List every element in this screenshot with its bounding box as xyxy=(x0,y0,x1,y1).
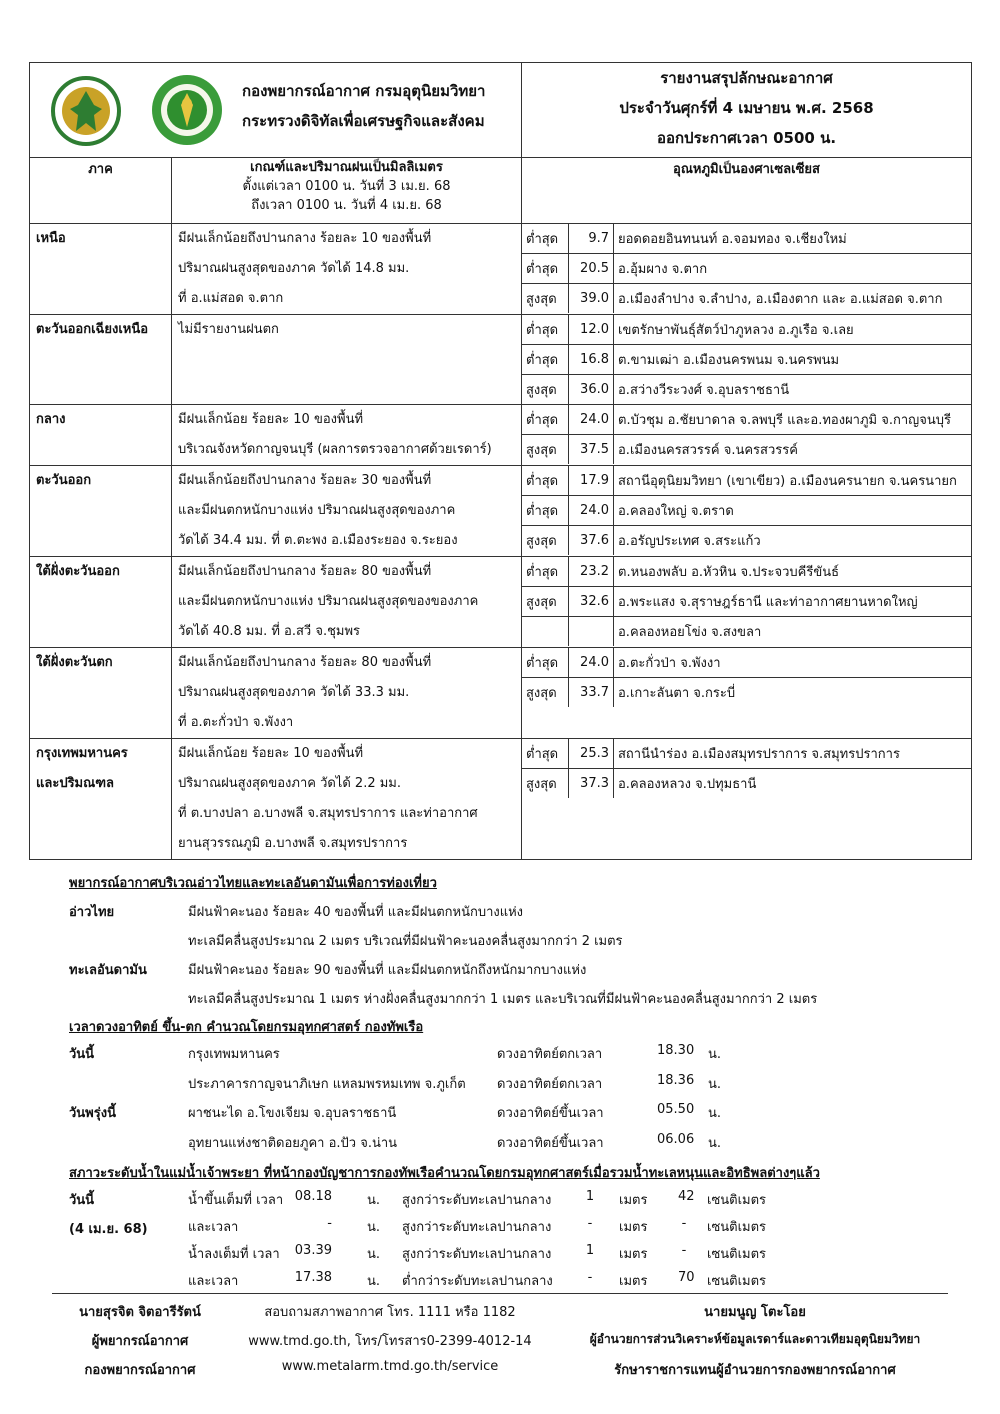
rain-line: ไม่มีรายงานฝนตก xyxy=(178,322,279,337)
rain-line: มีฝนเล็กน้อย ร้อยละ 10 ของพื้นที่ xyxy=(178,746,364,761)
rain-line: และมีฝนตกหนักบางแห่ง ปริมาณฝนสูงสุดของของภาค xyxy=(178,594,479,609)
temp-value: 37.6 xyxy=(569,526,614,556)
temperature-row xyxy=(522,405,971,435)
gulf-forecast-2: ทะเลมีคลื่นสูงประมาณ 2 เมตร บริเวณที่มีฝนฟ้าคะนองคลื่นสูงมากกว่า 2 เมตร xyxy=(188,934,623,949)
temp-value xyxy=(569,617,614,647)
temp-location: อ.คลองใหญ่ จ.ตราด xyxy=(614,496,972,526)
tide-centimeters: - xyxy=(681,1243,687,1258)
temp-location: เขตรักษาพันธุ์สัตว์ป่าภูหลวง อ.ภูเรือ จ.เลย xyxy=(614,315,972,345)
temp-type: ต่ำสุด xyxy=(522,739,569,769)
hotline-text: สอบถามสภาพอากาศ โทร. 1111 หรือ 1182 xyxy=(264,1305,516,1320)
rain-description xyxy=(172,739,522,860)
temp-location: อ.สว่างวีระวงศ์ จ.อุบลราชธานี xyxy=(618,383,790,398)
tide-reference: สูงกว่าระดับทะเลปานกลาง xyxy=(402,1193,552,1208)
tide-unit: น. xyxy=(367,1220,381,1235)
rain-description xyxy=(172,405,522,466)
rain-column-header xyxy=(172,158,522,224)
temp-type: ต่ำสุด xyxy=(522,466,569,496)
weather-summary-table xyxy=(29,62,972,860)
tide-centimeters: - xyxy=(681,1216,687,1231)
column-header-row xyxy=(30,158,972,224)
sun-unit: น. xyxy=(708,1077,722,1092)
rain-line: วัดได้ 40.8 มม. ที่ อ.สวี จ.ชุมพร xyxy=(178,624,361,639)
temp-type: สูงสุด xyxy=(522,769,569,799)
tide-meter-unit: เมตร xyxy=(619,1247,648,1262)
region-column-header: ภาค xyxy=(30,158,172,224)
tmd-logo xyxy=(150,73,224,147)
temperature-row xyxy=(522,435,971,465)
temp-value: 32.6 xyxy=(569,587,614,617)
rain-line: ที่ อ.แม่สอด จ.ตาก xyxy=(178,291,284,306)
tide-cm-unit: เซนติเมตร xyxy=(707,1193,767,1208)
temp-value: 16.8 xyxy=(569,345,614,375)
sun-event: ดวงอาทิตย์ขึ้นเวลา xyxy=(497,1106,604,1121)
rain-line: บริเวณจังหวัดกาญจนบุรี (ผลการตรวจอากาศด้วยเรดาร์) xyxy=(178,442,492,457)
temp-type: สูงสุด xyxy=(522,435,569,465)
sun-unit: น. xyxy=(708,1047,722,1062)
temp-value: 36.0 xyxy=(569,375,614,405)
temp-value: 20.5 xyxy=(569,254,614,284)
rain-line: ที่ ต.บางปลา อ.บางพลี จ.สมุทรปราการ และท่าอากาศ xyxy=(178,806,478,821)
temperature-cell xyxy=(522,739,972,860)
tide-reference: สูงกว่าระดับทะเลปานกลาง xyxy=(402,1220,552,1235)
region-name-line: ตะวันออก xyxy=(36,473,92,488)
tide-unit: น. xyxy=(367,1247,381,1262)
rain-header-from: ตั้งแต่เวลา 0100 น. วันที่ 3 เม.ย. 68 xyxy=(242,179,451,194)
temp-value: 9.7 xyxy=(569,224,614,254)
temp-type: สูงสุด xyxy=(522,587,569,617)
sun-unit: น. xyxy=(708,1106,722,1121)
org-name-line2: กระทรวงดิจิทัลเพื่อเศรษฐกิจและสังคม xyxy=(242,112,485,130)
tide-time: 17.38 xyxy=(294,1270,332,1285)
temp-value: 37.3 xyxy=(569,769,614,799)
region-name-line: ใต้ฝั่งตะวันออก xyxy=(36,564,120,579)
region-name-line: ตะวันออกเฉียงเหนือ xyxy=(36,322,149,337)
rain-description xyxy=(172,224,522,315)
region-row xyxy=(30,405,972,466)
temp-location: อ.คลองหอยโข่ง จ.สงขลา xyxy=(618,625,762,640)
temperature-cell xyxy=(522,405,972,466)
temperature-list xyxy=(522,466,971,555)
temp-type: ต่ำสุด xyxy=(522,224,569,254)
tide-unit: น. xyxy=(367,1274,381,1289)
temp-location: ต.ขามเฒ่า อ.เมืองนครพนม จ.นครพนม xyxy=(614,345,972,375)
website-contact-link[interactable]: www.tmd.go.th, โทร/โทรสาร0-2399-4012-14 xyxy=(248,1334,532,1349)
temperature-row xyxy=(522,224,971,254)
temp-type: สูงสุด xyxy=(522,375,569,405)
tide-meter-unit: เมตร xyxy=(619,1220,648,1235)
temp-type: ต่ำสุด xyxy=(522,405,569,435)
region-name xyxy=(30,315,172,405)
rain-line: วัดได้ 34.4 มม. ที่ ต.ตะพง อ.เมืองระยอง จ.ระยอง xyxy=(178,533,458,548)
temperature-row xyxy=(522,466,971,496)
forecaster-name: นายสุรจิต จิตอารีรัตน์ xyxy=(79,1305,201,1320)
sun-event: ดวงอาทิตย์ตกเวลา xyxy=(497,1077,603,1092)
temp-location: สถานีอุตุนิยมวิทยา (เขาเขียว) อ.เมืองนครนายก จ.นครนายก xyxy=(614,466,972,496)
rain-line: มีฝนเล็กน้อยถึงปานกลาง ร้อยละ 80 ของพื้นที่ xyxy=(178,655,432,670)
rain-line: ปริมาณฝนสูงสุดของภาค วัดได้ 33.3 มม. xyxy=(178,685,410,700)
tide-event: น้ำขึ้นเต็มที่ เวลา xyxy=(188,1193,284,1208)
temp-location: อ.อุ้มผาง จ.ตาก xyxy=(614,254,972,284)
temperature-cell xyxy=(522,557,972,648)
temperature-list xyxy=(522,405,971,464)
tide-section-title: สภาวะระดับน้ำในแม่น้ำเจ้าพระยา ที่หน้ากองบัญชาการกองทัพเรือคำนวณโดยกรมอุทกศาสตร์เมื่อรวมน้ำทะเลหนุนและอิทธิพลต่างๆแล้ว xyxy=(69,1166,820,1181)
sun-location: กรุงเทพมหานคร xyxy=(188,1047,280,1062)
tide-meters: 1 xyxy=(585,1243,595,1258)
rain-line: มีฝนเล็กน้อย ร้อยละ 10 ของพื้นที่ xyxy=(178,412,364,427)
tide-today-label: วันนี้ xyxy=(69,1193,95,1208)
tide-meter-unit: เมตร xyxy=(619,1193,648,1208)
temp-location: อ.ตะกั่วป่า จ.พังงา xyxy=(614,648,972,678)
temp-type: สูงสุด xyxy=(522,678,569,708)
region-name-line: เหนือ xyxy=(36,231,66,246)
temp-type: สูงสุด xyxy=(522,526,569,556)
region-row xyxy=(30,739,972,860)
temperature-row xyxy=(522,526,971,556)
director-title: ผู้อำนวยการส่วนวิเคราะห์ข้อมูลเรดาร์และดาวเทียมอุตุนิยมวิทยา xyxy=(589,1332,921,1346)
temp-value: 23.2 xyxy=(569,557,614,587)
sun-time: 18.30 xyxy=(657,1043,695,1058)
tide-time: 08.18 xyxy=(294,1189,332,1204)
rain-line: มีฝนเล็กน้อยถึงปานกลาง ร้อยละ 80 ของพื้นที่ xyxy=(178,564,432,579)
temp-column-header: อุณหภูมิเป็นองศาเซลเซียส xyxy=(522,158,972,224)
rain-description xyxy=(172,315,522,405)
tide-date-label: (4 เม.ย. 68) xyxy=(69,1222,148,1237)
tide-time: 03.39 xyxy=(294,1243,332,1258)
tide-reference: ต่ำกว่าระดับทะเลปานกลาง xyxy=(402,1274,553,1289)
tide-event: และเวลา xyxy=(188,1220,239,1235)
rain-header-to: ถึงเวลา 0100 น. วันที่ 4 เม.ย. 68 xyxy=(251,198,442,213)
rain-line: ที่ อ.ตะกั่วป่า จ.พังงา xyxy=(178,715,294,730)
tide-meter-unit: เมตร xyxy=(619,1274,648,1289)
temperature-row xyxy=(522,345,971,375)
region-row xyxy=(30,557,972,648)
rain-line: ปริมาณฝนสูงสุดของภาค วัดได้ 14.8 มม. xyxy=(178,261,410,276)
temperature-cell xyxy=(522,315,972,405)
region-rows xyxy=(30,224,972,860)
sun-event: ดวงอาทิตย์ตกเวลา xyxy=(497,1047,603,1062)
tide-centimeters: 42 xyxy=(678,1189,695,1204)
temp-type: ต่ำสุด xyxy=(522,648,569,678)
temp-location: อ.พระแสง จ.สุราษฎร์ธานี และท่าอากาศยานหาดใหญ่ xyxy=(614,587,972,617)
andaman-label: ทะเลอันดามัน xyxy=(69,963,147,978)
rain-line: และมีฝนตกหนักบางแห่ง ปริมาณฝนสูงสุดของภาค xyxy=(178,503,456,518)
temp-type: สูงสุด xyxy=(522,284,569,314)
temperature-row xyxy=(522,284,971,314)
temp-value: 24.0 xyxy=(569,496,614,526)
temp-location: สถานีนำร่อง อ.เมืองสมุทรปราการ จ.สมุทรปราการ xyxy=(614,739,972,769)
region-name xyxy=(30,466,172,557)
region-row xyxy=(30,466,972,557)
temperature-list xyxy=(522,648,971,707)
metalarm-link[interactable]: www.metalarm.tmd.go.th/service xyxy=(281,1359,499,1374)
temperature-row xyxy=(522,254,971,284)
region-name xyxy=(30,739,172,860)
rain-description xyxy=(172,557,522,648)
tide-meters: - xyxy=(587,1216,593,1231)
temperature-list xyxy=(522,557,971,646)
rain-line: ปริมาณฝนสูงสุดของภาค วัดได้ 2.2 มม. xyxy=(178,776,401,791)
tide-reference: สูงกว่าระดับทะเลปานกลาง xyxy=(402,1247,552,1262)
footer-divider xyxy=(52,1293,948,1294)
region-name xyxy=(30,405,172,466)
sun-unit: น. xyxy=(708,1136,722,1151)
andaman-forecast-1: มีฝนฟ้าคะนอง ร้อยละ 90 ของพื้นที่ และมีฝนตกหนักถึงหนักมากบางแห่ง xyxy=(188,963,587,978)
sun-location: ประภาคารกาญจนาภิเษก แหลมพรหมเทพ จ.ภูเก็ต xyxy=(188,1077,466,1092)
temperature-cell xyxy=(522,224,972,315)
temperature-cell xyxy=(522,648,972,739)
temp-location: อ.เกาะลันตา จ.กระบี่ xyxy=(618,686,736,701)
region-name-line: กลาง xyxy=(36,412,66,427)
sun-section-title: เวลาดวงอาทิตย์ ขึ้น-ตก คำนวณโดยกรมอุทกศาสตร์ กองทัพเรือ xyxy=(69,1020,424,1035)
header-row xyxy=(30,63,972,158)
rain-line: ยานสุวรรณภูมิ อ.บางพลี จ.สมุทรปราการ xyxy=(178,836,408,851)
report-title: รายงานสรุปลักษณะอากาศ xyxy=(660,69,833,87)
org-header-cell xyxy=(30,63,522,158)
temperature-list xyxy=(522,739,971,798)
sun-location: อุทยานแห่งชาติดอยภูคา อ.ปัว จ.น่าน xyxy=(188,1136,398,1151)
region-name-line: ใต้ฝั่งตะวันตก xyxy=(36,655,113,670)
region-row xyxy=(30,315,972,405)
temp-value: 24.0 xyxy=(569,405,614,435)
sun-time: 06.06 xyxy=(657,1132,695,1147)
sun-time: 18.36 xyxy=(657,1073,695,1088)
temp-location: ต.บัวชุม อ.ชัยบาดาล จ.ลพบุรี และอ.ทองผาภูมิ จ.กาญจนบุรี xyxy=(614,405,972,435)
temp-location: อ.อรัญประเทศ จ.สระแก้ว xyxy=(618,534,761,549)
ministry-logo xyxy=(50,75,122,147)
region-name xyxy=(30,224,172,315)
tourism-section-title: พยากรณ์อากาศบริเวณอ่าวไทยและทะเลอันดามันเพื่อการท่องเที่ยว xyxy=(69,876,437,891)
report-date: ประจำวันศุกร์ที่ 4 เมษายน พ.ศ. 2568 xyxy=(619,99,874,117)
tide-cm-unit: เซนติเมตร xyxy=(707,1220,767,1235)
director-acting: รักษาราชการแทนผู้อำนวยการกองพยากรณ์อากาศ xyxy=(614,1363,896,1378)
rain-line: มีฝนเล็กน้อยถึงปานกลาง ร้อยละ 30 ของพื้นที่ xyxy=(178,473,432,488)
temp-location: อ.คลองหลวง จ.ปทุมธานี xyxy=(618,777,757,792)
temp-value: 24.0 xyxy=(569,648,614,678)
temp-value: 12.0 xyxy=(569,315,614,345)
report-title-cell xyxy=(522,63,972,158)
sun-time: 05.50 xyxy=(657,1102,695,1117)
temp-type: ต่ำสุด xyxy=(522,557,569,587)
rain-line: มีฝนเล็กน้อยถึงปานกลาง ร้อยละ 10 ของพื้นที่ xyxy=(178,231,432,246)
temp-type: ต่ำสุด xyxy=(522,345,569,375)
forecaster-title: ผู้พยากรณ์อากาศ xyxy=(91,1334,189,1349)
temp-location: ยอดดอยอินทนนท์ อ.จอมทอง จ.เชียงใหม่ xyxy=(614,224,972,254)
andaman-forecast-2: ทะเลมีคลื่นสูงประมาณ 1 เมตร ห่างฝั่งคลื่นสูงมากกว่า 1 เมตร และบริเวณที่มีฝนฟ้าคะนองคลื่นสูงมากกว่า 2 เมตร xyxy=(188,992,818,1007)
tide-meters: - xyxy=(587,1270,593,1285)
temperature-row xyxy=(522,739,971,769)
tide-event: น้ำลงเต็มที่ เวลา xyxy=(188,1247,280,1262)
org-name-line1: กองพยากรณ์อากาศ กรมอุตุนิยมวิทยา xyxy=(242,82,486,100)
region-name xyxy=(30,557,172,648)
report-issue-time: ออกประกาศเวลา 0500 น. xyxy=(656,129,837,147)
tide-cm-unit: เซนติเมตร xyxy=(707,1274,767,1289)
sun-event: ดวงอาทิตย์ขึ้นเวลา xyxy=(497,1136,604,1151)
temperature-list xyxy=(522,224,971,313)
sun-tomorrow-label: วันพรุ่งนี้ xyxy=(69,1106,116,1121)
temperature-row xyxy=(522,315,971,345)
gulf-label: อ่าวไทย xyxy=(69,905,115,920)
temp-value: 25.3 xyxy=(569,739,614,769)
gulf-forecast-1: มีฝนฟ้าคะนอง ร้อยละ 40 ของพื้นที่ และมีฝนตกหนักบางแห่ง xyxy=(188,905,524,920)
tide-centimeters: 70 xyxy=(678,1270,695,1285)
temperature-row xyxy=(522,678,971,708)
tide-meters: 1 xyxy=(585,1189,595,1204)
temperature-row xyxy=(522,587,971,617)
temp-value: 37.5 xyxy=(569,435,614,465)
temp-value: 33.7 xyxy=(569,678,614,708)
temp-type: ต่ำสุด xyxy=(522,496,569,526)
director-name: นายมนูญ โตะโอย xyxy=(704,1305,806,1320)
sun-location: ผาชนะได อ.โขงเจียม จ.อุบลราชธานี xyxy=(188,1106,397,1121)
temp-location: ต.หนองพลับ อ.หัวหิน จ.ประจวบคีรีขันธ์ xyxy=(614,557,972,587)
temperature-row xyxy=(522,617,971,647)
temp-type: ต่ำสุด xyxy=(522,315,569,345)
sun-today-label: วันนี้ xyxy=(69,1047,95,1062)
temperature-cell xyxy=(522,466,972,557)
temperature-list xyxy=(522,315,971,404)
temperature-row xyxy=(522,769,971,799)
temperature-row xyxy=(522,496,971,526)
tide-cm-unit: เซนติเมตร xyxy=(707,1247,767,1262)
region-row xyxy=(30,648,972,739)
temp-type xyxy=(522,617,569,647)
tide-time: - xyxy=(327,1216,332,1231)
tide-unit: น. xyxy=(367,1193,381,1208)
rain-description xyxy=(172,648,522,739)
temperature-row xyxy=(522,648,971,678)
region-name-line: และปริมณฑล xyxy=(36,776,114,791)
forecaster-division: กองพยากรณ์อากาศ xyxy=(84,1363,196,1378)
rain-header-title: เกณฑ์และปริมาณฝนเป็นมิลลิเมตร xyxy=(250,160,443,175)
temperature-row xyxy=(522,557,971,587)
tide-event: และเวลา xyxy=(188,1274,239,1289)
region-name-line: กรุงเทพมหานคร xyxy=(36,746,128,761)
temp-type: ต่ำสุด xyxy=(522,254,569,284)
temp-value: 39.0 xyxy=(569,284,614,314)
temp-location: อ.เมืองลำปาง จ.ลำปาง, อ.เมืองตาก และ อ.แม่สอด จ.ตาก xyxy=(618,292,943,307)
temperature-row xyxy=(522,375,971,405)
region-name xyxy=(30,648,172,739)
region-row xyxy=(30,224,972,315)
rain-description xyxy=(172,466,522,557)
temp-location: อ.เมืองนครสวรรค์ จ.นครสวรรค์ xyxy=(618,443,798,458)
temp-value: 17.9 xyxy=(569,466,614,496)
